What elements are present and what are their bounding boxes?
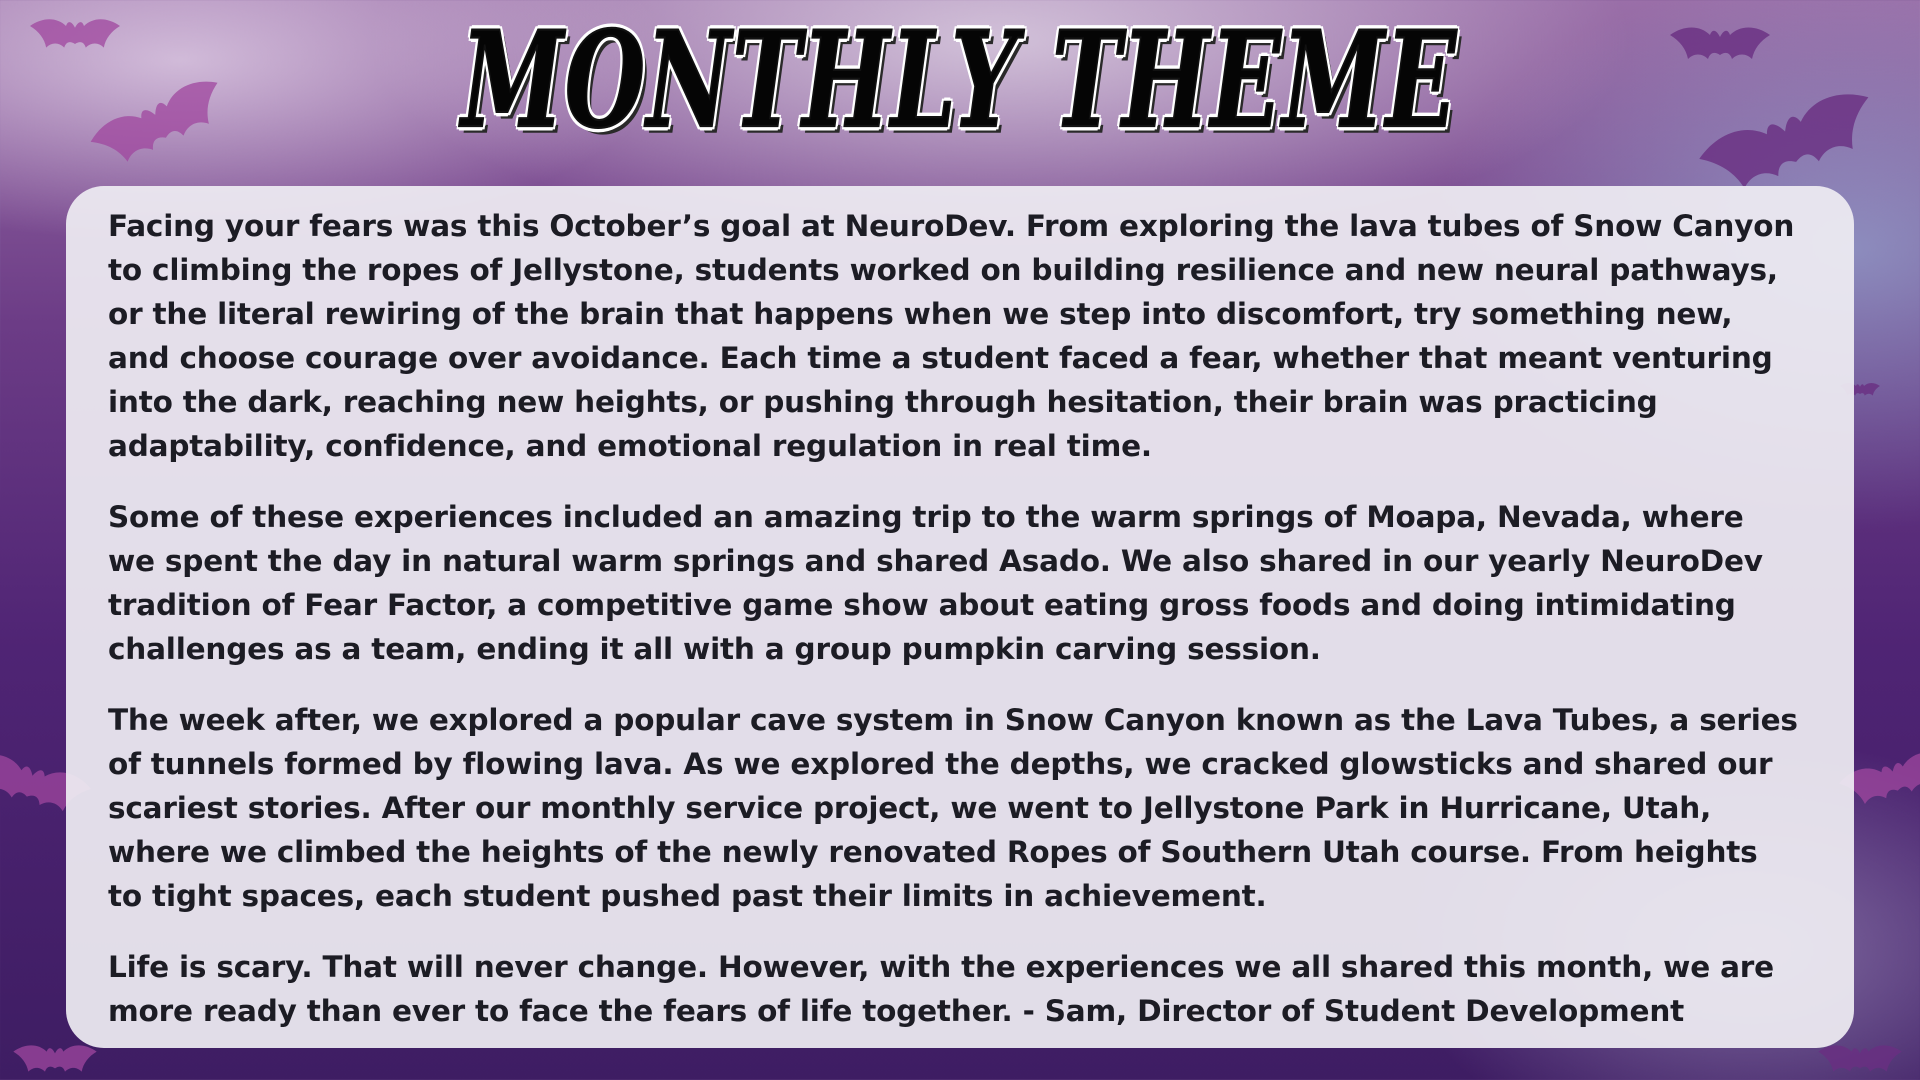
content-card xyxy=(66,186,1854,1048)
paragraph-intro: Facing your fears was this October’s goal at NeuroDev. From exploring the lava tubes of Snow Canyon to climbing the ropes of Jellystone, students worked on building resilience and new neural pathways, or the literal rewiring of the brain that happens when we step into discomfort, try something new, and choose courage over avoidance. Each time a student faced a fear, whether that meant venturing into the dark, reaching new heights, or pushing through hesitation, their brain was practicing adaptability, confidence, and emotional regulation in real time. xyxy=(108,209,1795,463)
title-container xyxy=(0,1,1920,158)
paragraph-closing: Life is scary. That will never change. However, with the experiences we all shared this month, we are more ready than ever to face the fears of life together. - Sam, Director of Student Development xyxy=(108,950,1774,1028)
paragraph-experiences: Some of these experiences included an amazing trip to the warm springs of Moapa, Nevada, where we spent the day in natural warm springs and shared Asado. We also shared in our yearly NeuroDev tradition of Fear Factor, a competitive game show about eating gross foods and doing intimidating challenges as a team, ending it all with a group pumpkin carving session. xyxy=(108,500,1763,666)
paragraph-week-after: The week after, we explored a popular cave system in Snow Canyon known as the Lava Tubes, a series of tunnels formed by flowing lava. As we explored the depths, we cracked glowsticks and shared our scariest stories. After our monthly service project, we went to Jellystone Park in Hurricane, Utah, where we climbed the heights of the newly renovated Ropes of Southern Utah course. From heights to tight spaces, each student pushed past their limits in achievement. xyxy=(108,703,1798,913)
page-title: MONTHLY THEME xyxy=(461,1,1459,158)
